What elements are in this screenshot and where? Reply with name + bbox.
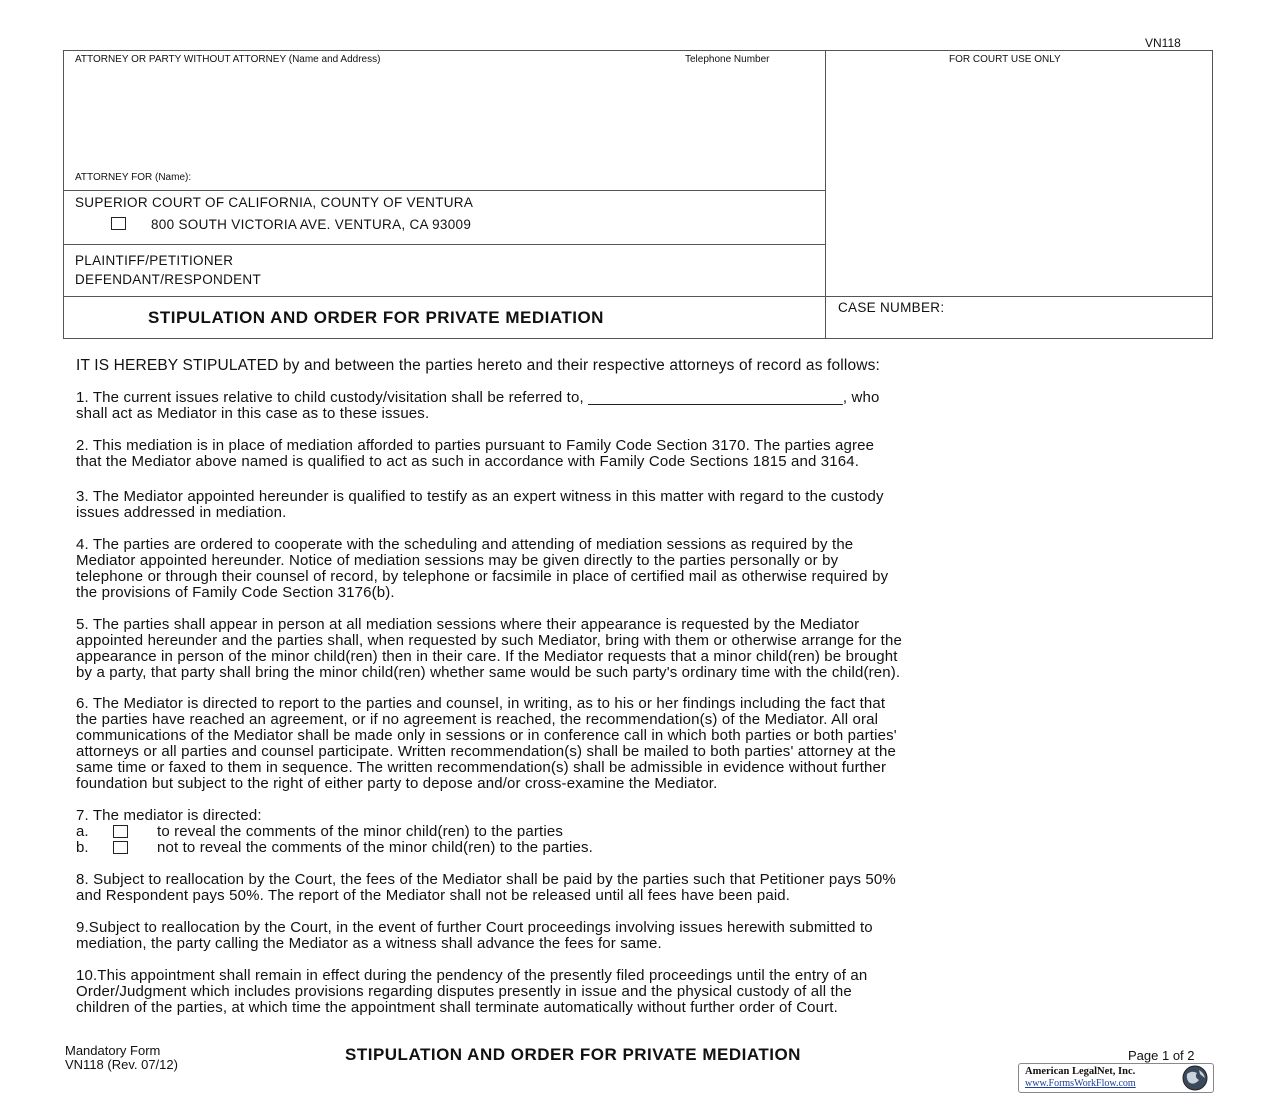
logo-url: www.FormsWorkFlow.com xyxy=(1025,1078,1136,1089)
paragraph-8: 8. Subject to reallocation by the Court, the fees of the Mediator shall be paid by the parties such that Petitioner pays 50% and Respondent pays 50%. The report of the Mediator shall not be released until all fees have been paid. xyxy=(76,871,896,904)
telephone-label: Telephone Number xyxy=(685,54,770,65)
paragraph-2: 2. This mediation is in place of mediation afforded to parties pursuant to Family Code Section 3170. The parties agree that the Mediator above named is qualified to act as such in accordance with Family Code Sections 1815 and 3164. xyxy=(76,437,875,470)
option-a-letter: a. xyxy=(76,823,89,840)
paragraph-7-heading: 7. The mediator is directed: xyxy=(76,807,262,824)
reveal-comments-checkbox[interactable] xyxy=(113,825,128,838)
page-number: Page 1 of 2 xyxy=(1128,1048,1195,1063)
globe-icon xyxy=(1180,1064,1210,1092)
court-name: SUPERIOR COURT OF CALIFORNIA, COUNTY OF VENTURA xyxy=(75,195,474,210)
court-address-checkbox[interactable] xyxy=(111,217,126,230)
plaintiff-label: PLAINTIFF/PETITIONER xyxy=(75,253,234,268)
form-id: VN118 xyxy=(1145,36,1181,50)
logo-name: American LegalNet, Inc. xyxy=(1025,1066,1136,1077)
not-reveal-comments-checkbox[interactable] xyxy=(113,841,128,854)
attorney-for-label: ATTORNEY FOR (Name): xyxy=(75,172,192,183)
court-use-label: FOR COURT USE ONLY xyxy=(949,54,1061,65)
court-address: 800 SOUTH VICTORIA AVE. VENTURA, CA 93009 xyxy=(151,217,472,232)
case-number-field[interactable] xyxy=(830,318,1208,336)
form-title: STIPULATION AND ORDER FOR PRIVATE MEDIATION xyxy=(148,308,604,327)
paragraph-3: 3. The Mediator appointed hereunder is qualified to testify as an expert witness in this matter with regard to the custody issues addressed in mediation. xyxy=(76,488,884,521)
mandatory-form-label: Mandatory Form xyxy=(65,1043,161,1058)
option-b-letter: b. xyxy=(76,839,89,856)
form-revision: VN118 (Rev. 07/12) xyxy=(65,1057,178,1072)
case-number-label: CASE NUMBER: xyxy=(838,300,945,315)
attorney-label: ATTORNEY OR PARTY WITHOUT ATTORNEY (Name and Address) xyxy=(75,54,381,65)
attorney-name-field[interactable] xyxy=(70,70,820,170)
paragraph-6: 6. The Mediator is directed to report to the parties and counsel, in writing, as to his or her findings including the fact that the parties have reached an agreement, or if no agreement is reached, the recommendation(s) of the Mediator. All oral communications of the Mediator shall be made only in sessions or in conference call in which both parties or both parties' attorneys or all parties and counsel participate. Written recommendation(s) shall be mailed to both parties' attorney at the same time or faxed to them in sequence. The written recommendation(s) shall be admissible in evidence without further foundation but subject to the right of either party to depose and/or cross-examine the Mediator. xyxy=(76,695,897,792)
footer-title: STIPULATION AND ORDER FOR PRIVATE MEDIATION xyxy=(345,1045,801,1064)
paragraph-10: 10.This appointment shall remain in effect during the pendency of the presently filed proceedings until the entry of an Order/Judgment which includes provisions regarding disputes presently in issue and the physical custody of all the children of the parties, at which time the appointment shall terminate automatically without further order of Court. xyxy=(76,967,868,1016)
option-b-text: not to reveal the comments of the minor child(ren) to the parties. xyxy=(157,839,593,856)
paragraph-4: 4. The parties are ordered to cooperate with the scheduling and attending of mediation sessions as required by the Mediator appointed hereunder. Notice of mediation sessions may be given directly to the parties personally or by telephone or through their counsel of record, by telephone or facsimile in place of certified mail as otherwise required by the provisions of Family Code Section 3176(b). xyxy=(76,536,889,601)
option-a-text: to reveal the comments of the minor child(ren) to the parties xyxy=(157,823,563,840)
intro-text: IT IS HEREBY STIPULATED by and between the parties hereto and their respective attorneys of record as follows: xyxy=(76,357,880,374)
defendant-label: DEFENDANT/RESPONDENT xyxy=(75,272,262,287)
paragraph-1: 1. The current issues relative to child custody/visitation shall be referred to, ______________________________, who shall act as Mediator in this case as to these issues. xyxy=(76,389,880,422)
paragraph-5: 5. The parties shall appear in person at all mediation sessions where their appearance is requested by the Mediator appointed hereunder and the parties shall, when requested by such Mediator, bring with them or otherwise arrange for the appearance in person of the minor child(ren) then in their care. If the Mediator requests that a minor child(ren) be brought by a party, that party shall bring the minor child(ren) whether same would be such party's ordinary time with the child(ren). xyxy=(76,616,902,681)
legalnet-logo[interactable] xyxy=(1018,1063,1214,1093)
paragraph-9: 9.Subject to reallocation by the Court, in the event of further Court proceedings involving issues herewith submitted to mediation, the party calling the Mediator as a witness shall advance the fees for same. xyxy=(76,919,873,952)
